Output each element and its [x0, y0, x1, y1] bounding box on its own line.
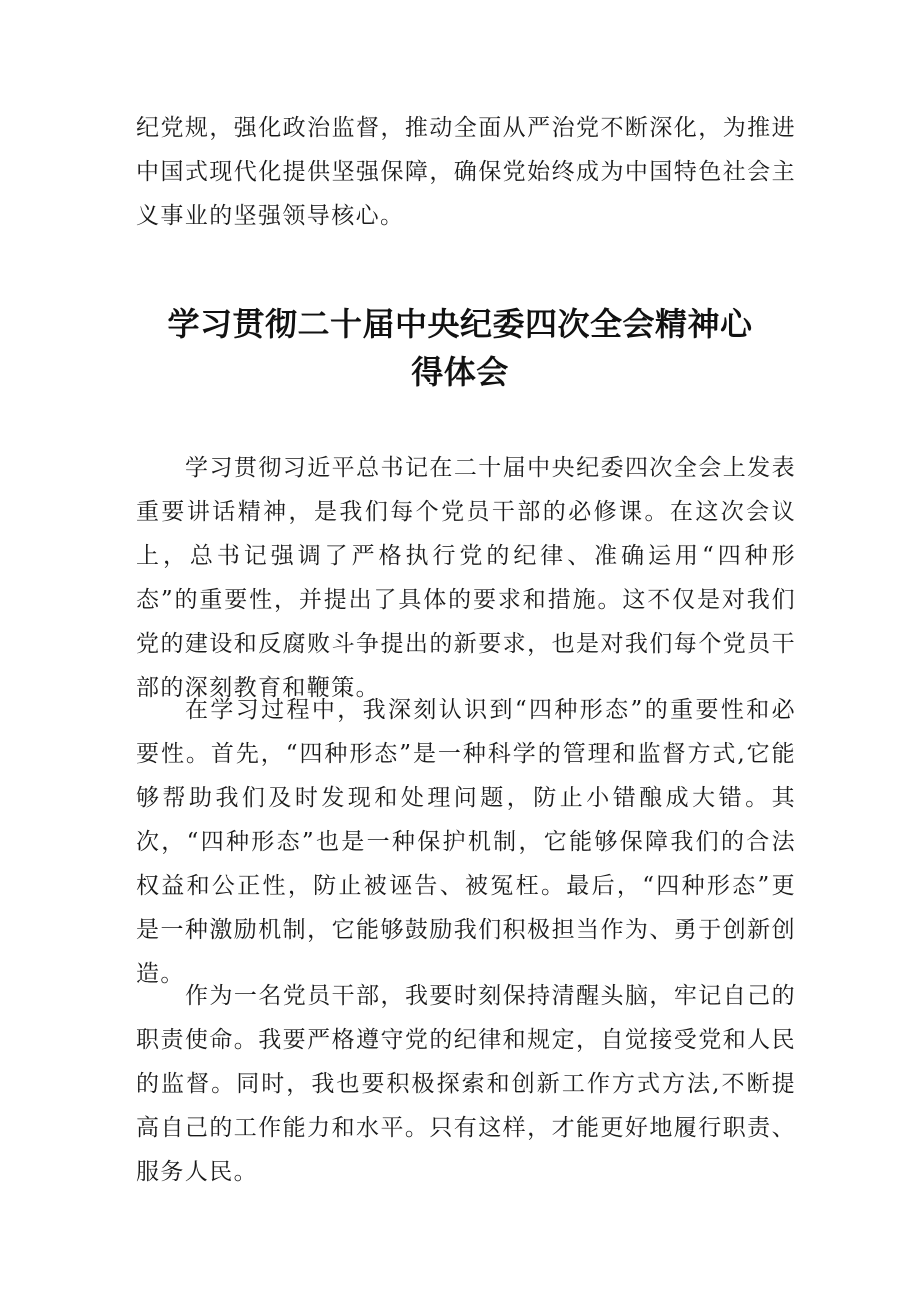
page-title [130, 300, 790, 396]
title-line-2: 得体会 [411, 353, 509, 391]
title-line-1: 学习贯彻二十届中央纪委四次全会精神心 [167, 305, 753, 343]
body-paragraph-3: 作为一名党员干部，我要时刻保持清醒头脑，牢记自己的职责使命。我要严格遵守党的纪律和规定，自觉接受党和人民的监督。同时，我也要积极探索和创新工作方式方法,不断提高自己的工作能力和水平。只有这样，才能更好地履行职责、服务人民。 [136, 983, 796, 1185]
body-paragraph-2: 在学习过程中，我深刻认识到“四种形态”的重要性和必要性。首先，“四种形态”是一种科学的管理和监督方式,它能够帮助我们及时发现和处理问题，防止小错酿成大错。其次，“四种形态”也是一种保护机制，它能够保障我们的合法权益和公正性，防止被诬告、被冤枉。最后，“四种形态”更是一种激励机制，它能够鼓励我们积极担当作为、勇于创新创造。 [136, 697, 796, 987]
body-paragraph-1: 学习贯彻习近平总书记在二十届中央纪委四次全会上发表重要讲话精神，是我们每个党员干部的必修课。在这次会议上，总书记强调了严格执行党的纪律、准确运用“四种形态”的重要性，并提出了具体的要求和措施。这不仅是对我们党的建设和反腐败斗争提出的新要求，也是对我们每个党员干部的深刻教育和鞭策。 [136, 455, 796, 701]
continuation-paragraph: 纪党规，强化政治监督，推动全面从严治党不断深化，为推进中国式现代化提供坚强保障，确保党始终成为中国特色社会主义事业的坚强领导核心。 [136, 115, 796, 229]
